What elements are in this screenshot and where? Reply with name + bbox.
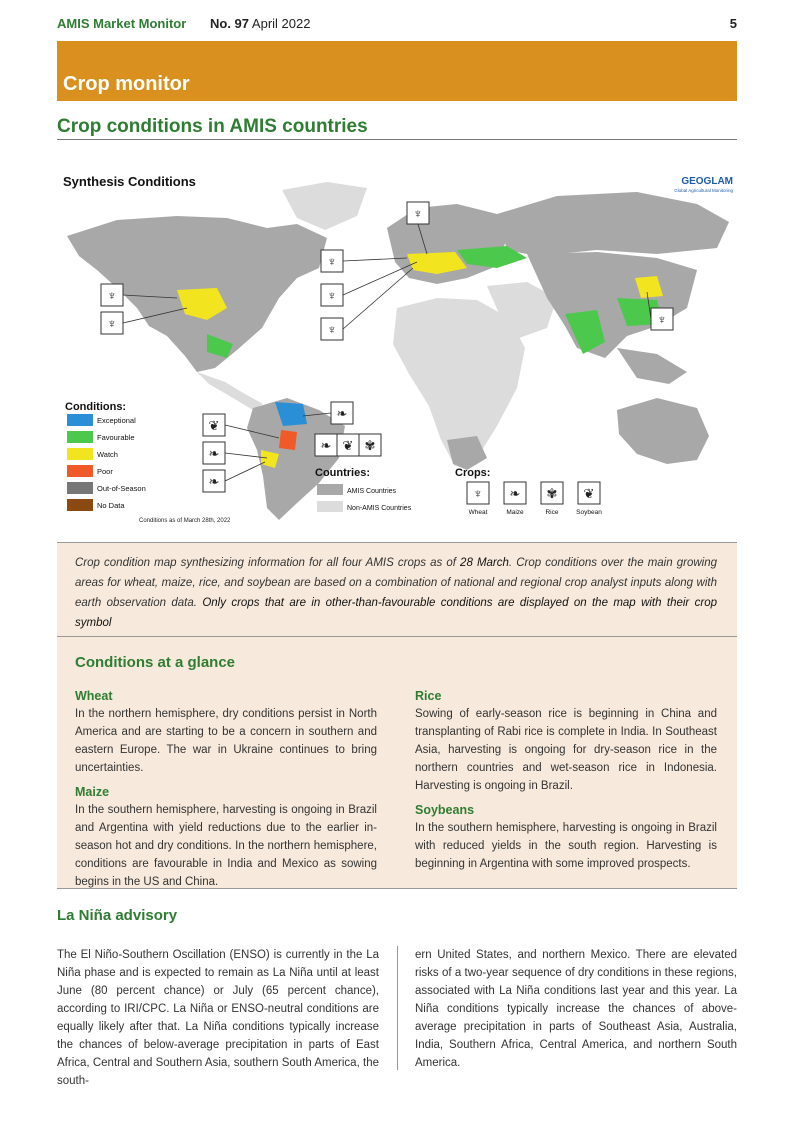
maize-text: In the southern hemisphere, harvesting is ongoing in Brazil and Argentina with yield reductions due to the earlier in-season hot and dry conditions. In the northern hemisphere, conditions are favourable in India and Mexico as sowing begins in the US and China.	[75, 804, 377, 888]
condition-label: Out-of-Season	[97, 484, 146, 493]
condition-swatch	[67, 482, 93, 494]
conditions-date-note: Conditions as of March 28th, 2022	[139, 518, 231, 524]
country-label: Non-AMIS Countries	[347, 505, 412, 512]
caption-part1: Crop condition map synthesizing information for all four AMIS crops as of	[75, 557, 461, 569]
central-america	[197, 372, 263, 410]
wheat-icon: ♆	[327, 254, 337, 269]
maize-icon: ❧	[208, 474, 220, 489]
issue-info	[210, 16, 310, 31]
map-caption	[75, 553, 717, 633]
wheat-heading: Wheat	[75, 689, 113, 703]
wheat-icon: ♆	[107, 288, 117, 303]
advisory-title: La Niña advisory	[57, 907, 178, 924]
country-label: AMIS Countries	[347, 488, 397, 495]
condition-label: No Data	[97, 501, 125, 510]
glance-column-left	[75, 683, 377, 891]
caption-emphasis: Only crops that are in other-than-favourable conditions are displayed on the map with their crop symbol	[75, 597, 717, 629]
condition-label: Watch	[97, 450, 118, 459]
rice-text: Sowing of early-season rice is beginning in China and transplanting of Rabi rice is complete in India. In Southeast Asia, harvesting is ongoing for dry-season rice in the northern countries and wet-season rice in Indonesia. Harvesting is ongoing in Brazil.	[415, 708, 717, 792]
section-divider	[57, 139, 737, 140]
soybean-icon-glyph: ❦	[583, 486, 595, 501]
condition-label: Exceptional	[97, 416, 136, 425]
soybeans-text: In the southern hemisphere, harvesting is ongoing in Brazil with reduced yields in the south region. Harvesting is beginning in Argentina with some improved prospects.	[415, 822, 717, 870]
glance-column-right	[415, 683, 717, 873]
caption-divider	[57, 636, 737, 637]
synthesis-conditions-map	[57, 158, 737, 528]
map-title: Synthesis Conditions	[63, 174, 196, 189]
greenland	[282, 182, 367, 230]
condition-label: Poor	[97, 467, 113, 476]
crops-legend-title: Crops:	[455, 467, 491, 479]
page-header	[57, 16, 737, 36]
asia-south	[527, 252, 697, 358]
australia	[617, 398, 709, 464]
wheat-icon: ♆	[107, 316, 117, 331]
countries-legend-items	[317, 484, 412, 512]
caption-date: 28 March	[460, 557, 509, 569]
issue-number: No. 97	[210, 16, 250, 31]
geoglam-logo: GEOGLAM	[681, 176, 733, 187]
crop-label: Wheat	[468, 509, 488, 516]
world-map-svg	[57, 158, 737, 528]
soybean-icon: ❦	[208, 418, 220, 433]
geoglam-logo-subtitle: Global Agricultural Monitoring	[674, 188, 733, 193]
column-divider	[397, 946, 398, 1070]
page-number: 5	[729, 16, 737, 31]
rice-heading: Rice	[415, 689, 442, 703]
poor-region-brazil	[279, 430, 297, 450]
wheat-icon-glyph: ♆	[473, 486, 483, 501]
banner-title: Crop monitor	[63, 73, 190, 95]
soybean-icon: ❦	[342, 438, 354, 453]
maize-icon-glyph: ❧	[509, 486, 521, 501]
wheat-icon: ♆	[657, 312, 667, 327]
caption-part2: . Crop conditions over the main growing areas for wheat, maize, rice, and soybean are based on a combination of national and regional crop analyst inputs along with earth observation data.	[75, 557, 717, 609]
condition-label: Favourable	[97, 433, 135, 442]
wheat-icon: ♆	[327, 288, 337, 303]
russia	[497, 192, 729, 256]
southeast-asia	[617, 348, 687, 384]
wheat-icon: ♆	[413, 206, 423, 221]
crops-legend	[455, 467, 602, 516]
advisory-text-right: ern United States, and northern Mexico. There are elevated risks of a two-year sequence of dry conditions in these regions, associated with La Niña conditions last year and this year. La Niña conditions typically increase the chances of above-average precipitation in parts of Southeast Asia, Australia, India, Southern Africa, Central America, and northern South America.	[415, 949, 737, 1069]
conditions-legend-items	[67, 414, 146, 511]
country-swatch	[317, 501, 343, 512]
condition-swatch	[67, 465, 93, 477]
section-banner	[57, 41, 737, 101]
countries-legend-title: Countries:	[315, 467, 370, 479]
conditions-legend-title: Conditions:	[65, 401, 127, 413]
issue-date: April 2022	[251, 16, 311, 31]
crops-legend-items	[467, 482, 602, 516]
caption-box	[57, 542, 737, 889]
wheat-icon: ♆	[327, 322, 337, 337]
rice-icon: ✾	[364, 438, 376, 453]
crop-label: Soybean	[576, 509, 602, 516]
condition-swatch	[67, 499, 93, 511]
condition-swatch	[67, 448, 93, 460]
country-swatch	[317, 484, 343, 495]
maize-icon: ❧	[208, 446, 220, 461]
wheat-text: In the northern hemisphere, dry conditions persist in North America and are starting to be a concern in southern and eastern Europe. The war in Ukraine continues to bring uncertainties.	[75, 708, 377, 774]
crop-label: Maize	[506, 509, 524, 516]
crop-label: Rice	[545, 509, 559, 516]
condition-swatch	[67, 414, 93, 426]
advisory-text-left: The El Niño-Southern Oscillation (ENSO) is currently in the La Niña phase and is expected to remain as La Niña until at least June (80 percent chance) or July (65 percent chance), according to IRI/CPC. La Niña or ENSO-neutral conditions are equally likely after that. La Niña conditions typically increase the chances of below-average precipitation in parts of East Africa, Central and Southern Asia, southern South America, the south-	[57, 949, 379, 1087]
soybeans-heading: Soybeans	[415, 803, 475, 817]
maize-icon: ❧	[320, 438, 332, 453]
maize-heading: Maize	[75, 785, 110, 799]
glance-title: Conditions at a glance	[75, 654, 236, 671]
continents	[67, 182, 729, 520]
maize-icon: ❧	[336, 406, 348, 421]
condition-swatch	[67, 431, 93, 443]
rice-icon-glyph: ✾	[546, 486, 558, 501]
countries-legend	[315, 467, 412, 512]
section-title: Crop conditions in AMIS countries	[57, 116, 368, 137]
publication-name: AMIS Market Monitor	[57, 16, 187, 31]
